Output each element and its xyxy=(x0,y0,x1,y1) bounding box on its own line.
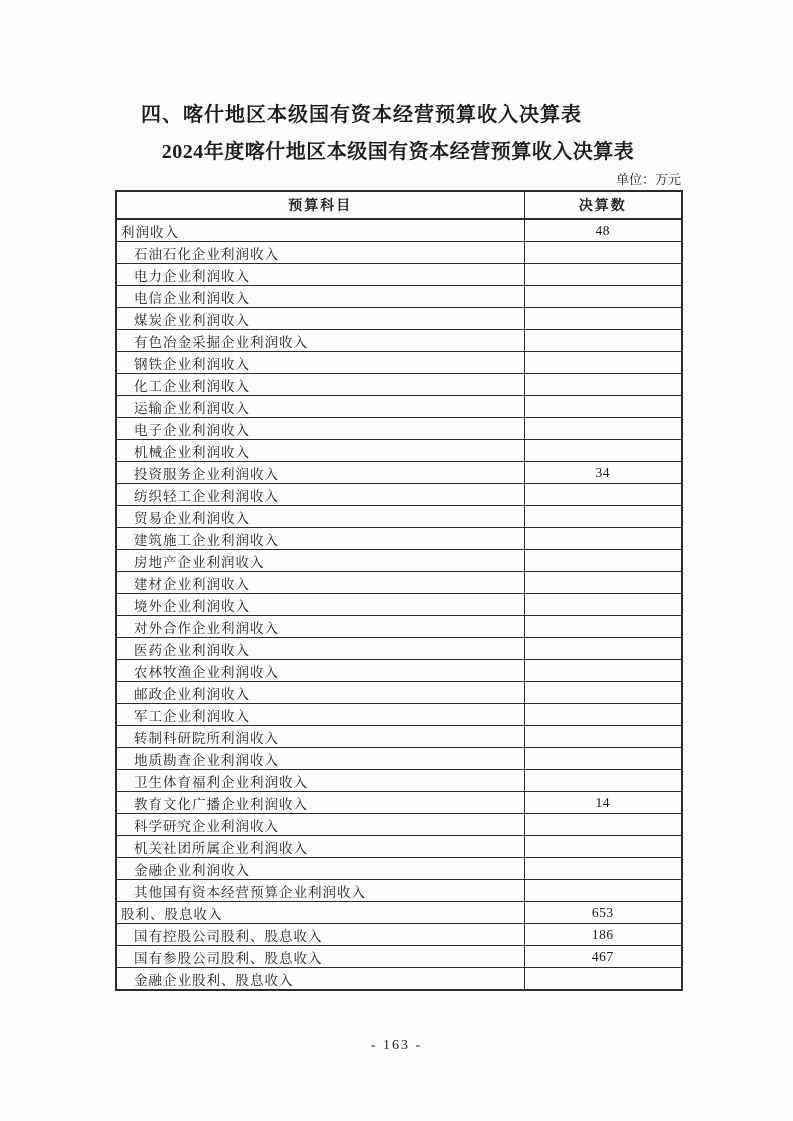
document-content xyxy=(115,0,681,991)
budget-subject-cell: 其他国有资本经营预算企业利润收入 xyxy=(116,880,524,902)
final-amount-cell xyxy=(524,770,682,792)
table-row xyxy=(116,396,682,418)
budget-subject-cell: 房地产企业利润收入 xyxy=(116,550,524,572)
final-amount-cell xyxy=(524,440,682,462)
final-amount-cell xyxy=(524,418,682,440)
table-row xyxy=(116,704,682,726)
budget-subject-cell: 对外合作企业利润收入 xyxy=(116,616,524,638)
table-row xyxy=(116,770,682,792)
final-amount-cell xyxy=(524,572,682,594)
table-row xyxy=(116,462,682,484)
table-row xyxy=(116,264,682,286)
budget-table xyxy=(115,190,683,991)
table-row xyxy=(116,550,682,572)
table-row xyxy=(116,242,682,264)
table-row xyxy=(116,374,682,396)
final-amount-cell xyxy=(524,748,682,770)
final-amount-cell xyxy=(524,308,682,330)
final-amount-cell xyxy=(524,550,682,572)
column-header-final-amount: 决算数 xyxy=(524,191,682,219)
final-amount-cell xyxy=(524,682,682,704)
budget-subject-cell: 有色冶金采掘企业利润收入 xyxy=(116,330,524,352)
final-amount-cell xyxy=(524,660,682,682)
final-amount-cell xyxy=(524,726,682,748)
table-row xyxy=(116,308,682,330)
section-title: 四、喀什地区本级国有资本经营预算收入决算表 xyxy=(141,104,582,126)
final-amount-cell xyxy=(524,638,682,660)
final-amount-cell xyxy=(524,506,682,528)
final-amount-cell: 34 xyxy=(524,462,682,484)
table-row xyxy=(116,219,682,242)
table-row xyxy=(116,440,682,462)
final-amount-cell xyxy=(524,814,682,836)
final-amount-cell xyxy=(524,396,682,418)
budget-subject-cell: 股利、股息收入 xyxy=(116,902,524,924)
budget-subject-cell: 石油石化企业利润收入 xyxy=(116,242,524,264)
unit-label: 单位：万元 xyxy=(615,172,681,187)
budget-subject-cell: 建筑施工企业利润收入 xyxy=(116,528,524,550)
budget-subject-cell: 邮政企业利润收入 xyxy=(116,682,524,704)
budget-subject-cell: 境外企业利润收入 xyxy=(116,594,524,616)
budget-subject-cell: 卫生体育福利企业利润收入 xyxy=(116,770,524,792)
budget-subject-cell: 医药企业利润收入 xyxy=(116,638,524,660)
budget-subject-cell: 金融企业股利、股息收入 xyxy=(116,968,524,991)
table-title: 2024年度喀什地区本级国有资本经营预算收入决算表 xyxy=(161,141,635,163)
table-row xyxy=(116,528,682,550)
budget-subject-cell: 国有参股公司股利、股息收入 xyxy=(116,946,524,968)
final-amount-cell: 186 xyxy=(524,924,682,946)
final-amount-cell xyxy=(524,352,682,374)
table-row xyxy=(116,660,682,682)
budget-subject-cell: 投资服务企业利润收入 xyxy=(116,462,524,484)
table-row xyxy=(116,418,682,440)
table-row xyxy=(116,286,682,308)
budget-subject-cell: 贸易企业利润收入 xyxy=(116,506,524,528)
budget-subject-cell: 钢铁企业利润收入 xyxy=(116,352,524,374)
final-amount-cell xyxy=(524,374,682,396)
budget-subject-cell: 电信企业利润收入 xyxy=(116,286,524,308)
budget-subject-cell: 科学研究企业利润收入 xyxy=(116,814,524,836)
budget-subject-cell: 利润收入 xyxy=(116,219,524,242)
table-row xyxy=(116,880,682,902)
budget-subject-cell: 电力企业利润收入 xyxy=(116,264,524,286)
budget-subject-cell: 金融企业利润收入 xyxy=(116,858,524,880)
table-row xyxy=(116,968,682,991)
budget-subject-cell: 军工企业利润收入 xyxy=(116,704,524,726)
table-row xyxy=(116,836,682,858)
table-row xyxy=(116,924,682,946)
table-body xyxy=(116,219,682,990)
budget-subject-cell: 运输企业利润收入 xyxy=(116,396,524,418)
budget-subject-cell: 煤炭企业利润收入 xyxy=(116,308,524,330)
final-amount-cell xyxy=(524,264,682,286)
table-row xyxy=(116,616,682,638)
table-row xyxy=(116,946,682,968)
table-row xyxy=(116,352,682,374)
budget-subject-cell: 机关社团所属企业利润收入 xyxy=(116,836,524,858)
table-row xyxy=(116,572,682,594)
table-row xyxy=(116,748,682,770)
budget-subject-cell: 建材企业利润收入 xyxy=(116,572,524,594)
table-header-row xyxy=(116,191,682,219)
budget-subject-cell: 纺织轻工企业利润收入 xyxy=(116,484,524,506)
budget-subject-cell: 化工企业利润收入 xyxy=(116,374,524,396)
final-amount-cell: 653 xyxy=(524,902,682,924)
table-row xyxy=(116,682,682,704)
final-amount-cell xyxy=(524,594,682,616)
final-amount-cell: 14 xyxy=(524,792,682,814)
budget-subject-cell: 农林牧渔企业利润收入 xyxy=(116,660,524,682)
table-row xyxy=(116,792,682,814)
final-amount-cell: 467 xyxy=(524,946,682,968)
table-row xyxy=(116,594,682,616)
budget-subject-cell: 机械企业利润收入 xyxy=(116,440,524,462)
final-amount-cell xyxy=(524,616,682,638)
final-amount-cell: 48 xyxy=(524,219,682,242)
final-amount-cell xyxy=(524,528,682,550)
final-amount-cell xyxy=(524,286,682,308)
table-row xyxy=(116,726,682,748)
final-amount-cell xyxy=(524,484,682,506)
page-number: - 163 - xyxy=(370,1038,423,1053)
budget-subject-cell: 电子企业利润收入 xyxy=(116,418,524,440)
table-row xyxy=(116,858,682,880)
table-row xyxy=(116,484,682,506)
table-row xyxy=(116,814,682,836)
final-amount-cell xyxy=(524,880,682,902)
final-amount-cell xyxy=(524,330,682,352)
budget-subject-cell: 国有控股公司股利、股息收入 xyxy=(116,924,524,946)
final-amount-cell xyxy=(524,836,682,858)
table-row xyxy=(116,902,682,924)
final-amount-cell xyxy=(524,968,682,991)
final-amount-cell xyxy=(524,704,682,726)
column-header-budget-subject: 预算科目 xyxy=(116,191,524,219)
final-amount-cell xyxy=(524,242,682,264)
table-row xyxy=(116,330,682,352)
final-amount-cell xyxy=(524,858,682,880)
table-row xyxy=(116,506,682,528)
budget-subject-cell: 教育文化广播企业利润收入 xyxy=(116,792,524,814)
budget-subject-cell: 转制科研院所利润收入 xyxy=(116,726,524,748)
budget-subject-cell: 地质勘查企业利润收入 xyxy=(116,748,524,770)
table-row xyxy=(116,638,682,660)
